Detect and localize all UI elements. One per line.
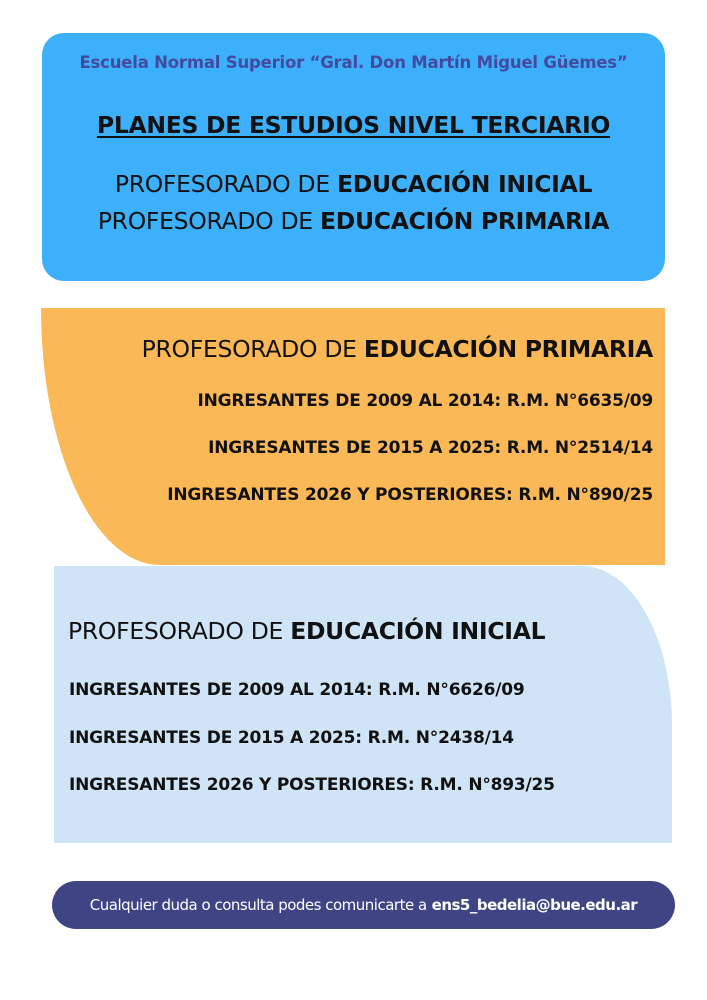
header-program-primaria	[42, 207, 665, 235]
program-prefix: PROFESORADO DE	[97, 207, 321, 235]
program-name: EDUCACIÓN PRIMARIA	[320, 207, 610, 235]
inicial-panel	[54, 566, 672, 843]
page-title: PLANES DE ESTUDIOS NIVEL TERCIARIO	[96, 111, 611, 139]
contact-email[interactable]: ens5_bedelia@bue.edu.ar	[431, 896, 638, 914]
program-prefix: PROFESORADO DE	[68, 617, 291, 645]
program-name: EDUCACIÓN INICIAL	[337, 170, 593, 198]
primaria-title	[142, 335, 653, 363]
school-name: Escuela Normal Superior “Gral. Don Martín Miguel Güemes”	[79, 53, 628, 72]
inicial-plan-line: INGRESANTES DE 2015 A 2025: R.M. N°2438/14	[69, 728, 514, 748]
primaria-plan-line: INGRESANTES DE 2015 A 2025: R.M. N°2514/14	[208, 438, 653, 458]
program-prefix: PROFESORADO DE	[114, 170, 338, 198]
header-panel	[42, 33, 665, 281]
inicial-plan-line: INGRESANTES 2026 Y POSTERIORES: R.M. N°893/25	[69, 775, 555, 795]
program-name: EDUCACIÓN INICIAL	[290, 617, 546, 645]
inicial-plan-line: INGRESANTES DE 2009 AL 2014: R.M. N°6626/09	[69, 680, 525, 700]
contact-text: Cualquier duda o consulta podes comunicarte a	[89, 896, 427, 914]
inicial-title	[68, 617, 545, 645]
contact-footer	[52, 881, 675, 929]
primaria-panel	[41, 308, 665, 565]
primaria-plan-line: INGRESANTES DE 2009 AL 2014: R.M. N°6635/09	[197, 391, 653, 411]
header-program-inicial	[42, 170, 665, 198]
program-name: EDUCACIÓN PRIMARIA	[363, 335, 653, 363]
program-prefix: PROFESORADO DE	[141, 335, 364, 363]
primaria-plan-line: INGRESANTES 2026 Y POSTERIORES: R.M. N°890/25	[167, 485, 653, 505]
